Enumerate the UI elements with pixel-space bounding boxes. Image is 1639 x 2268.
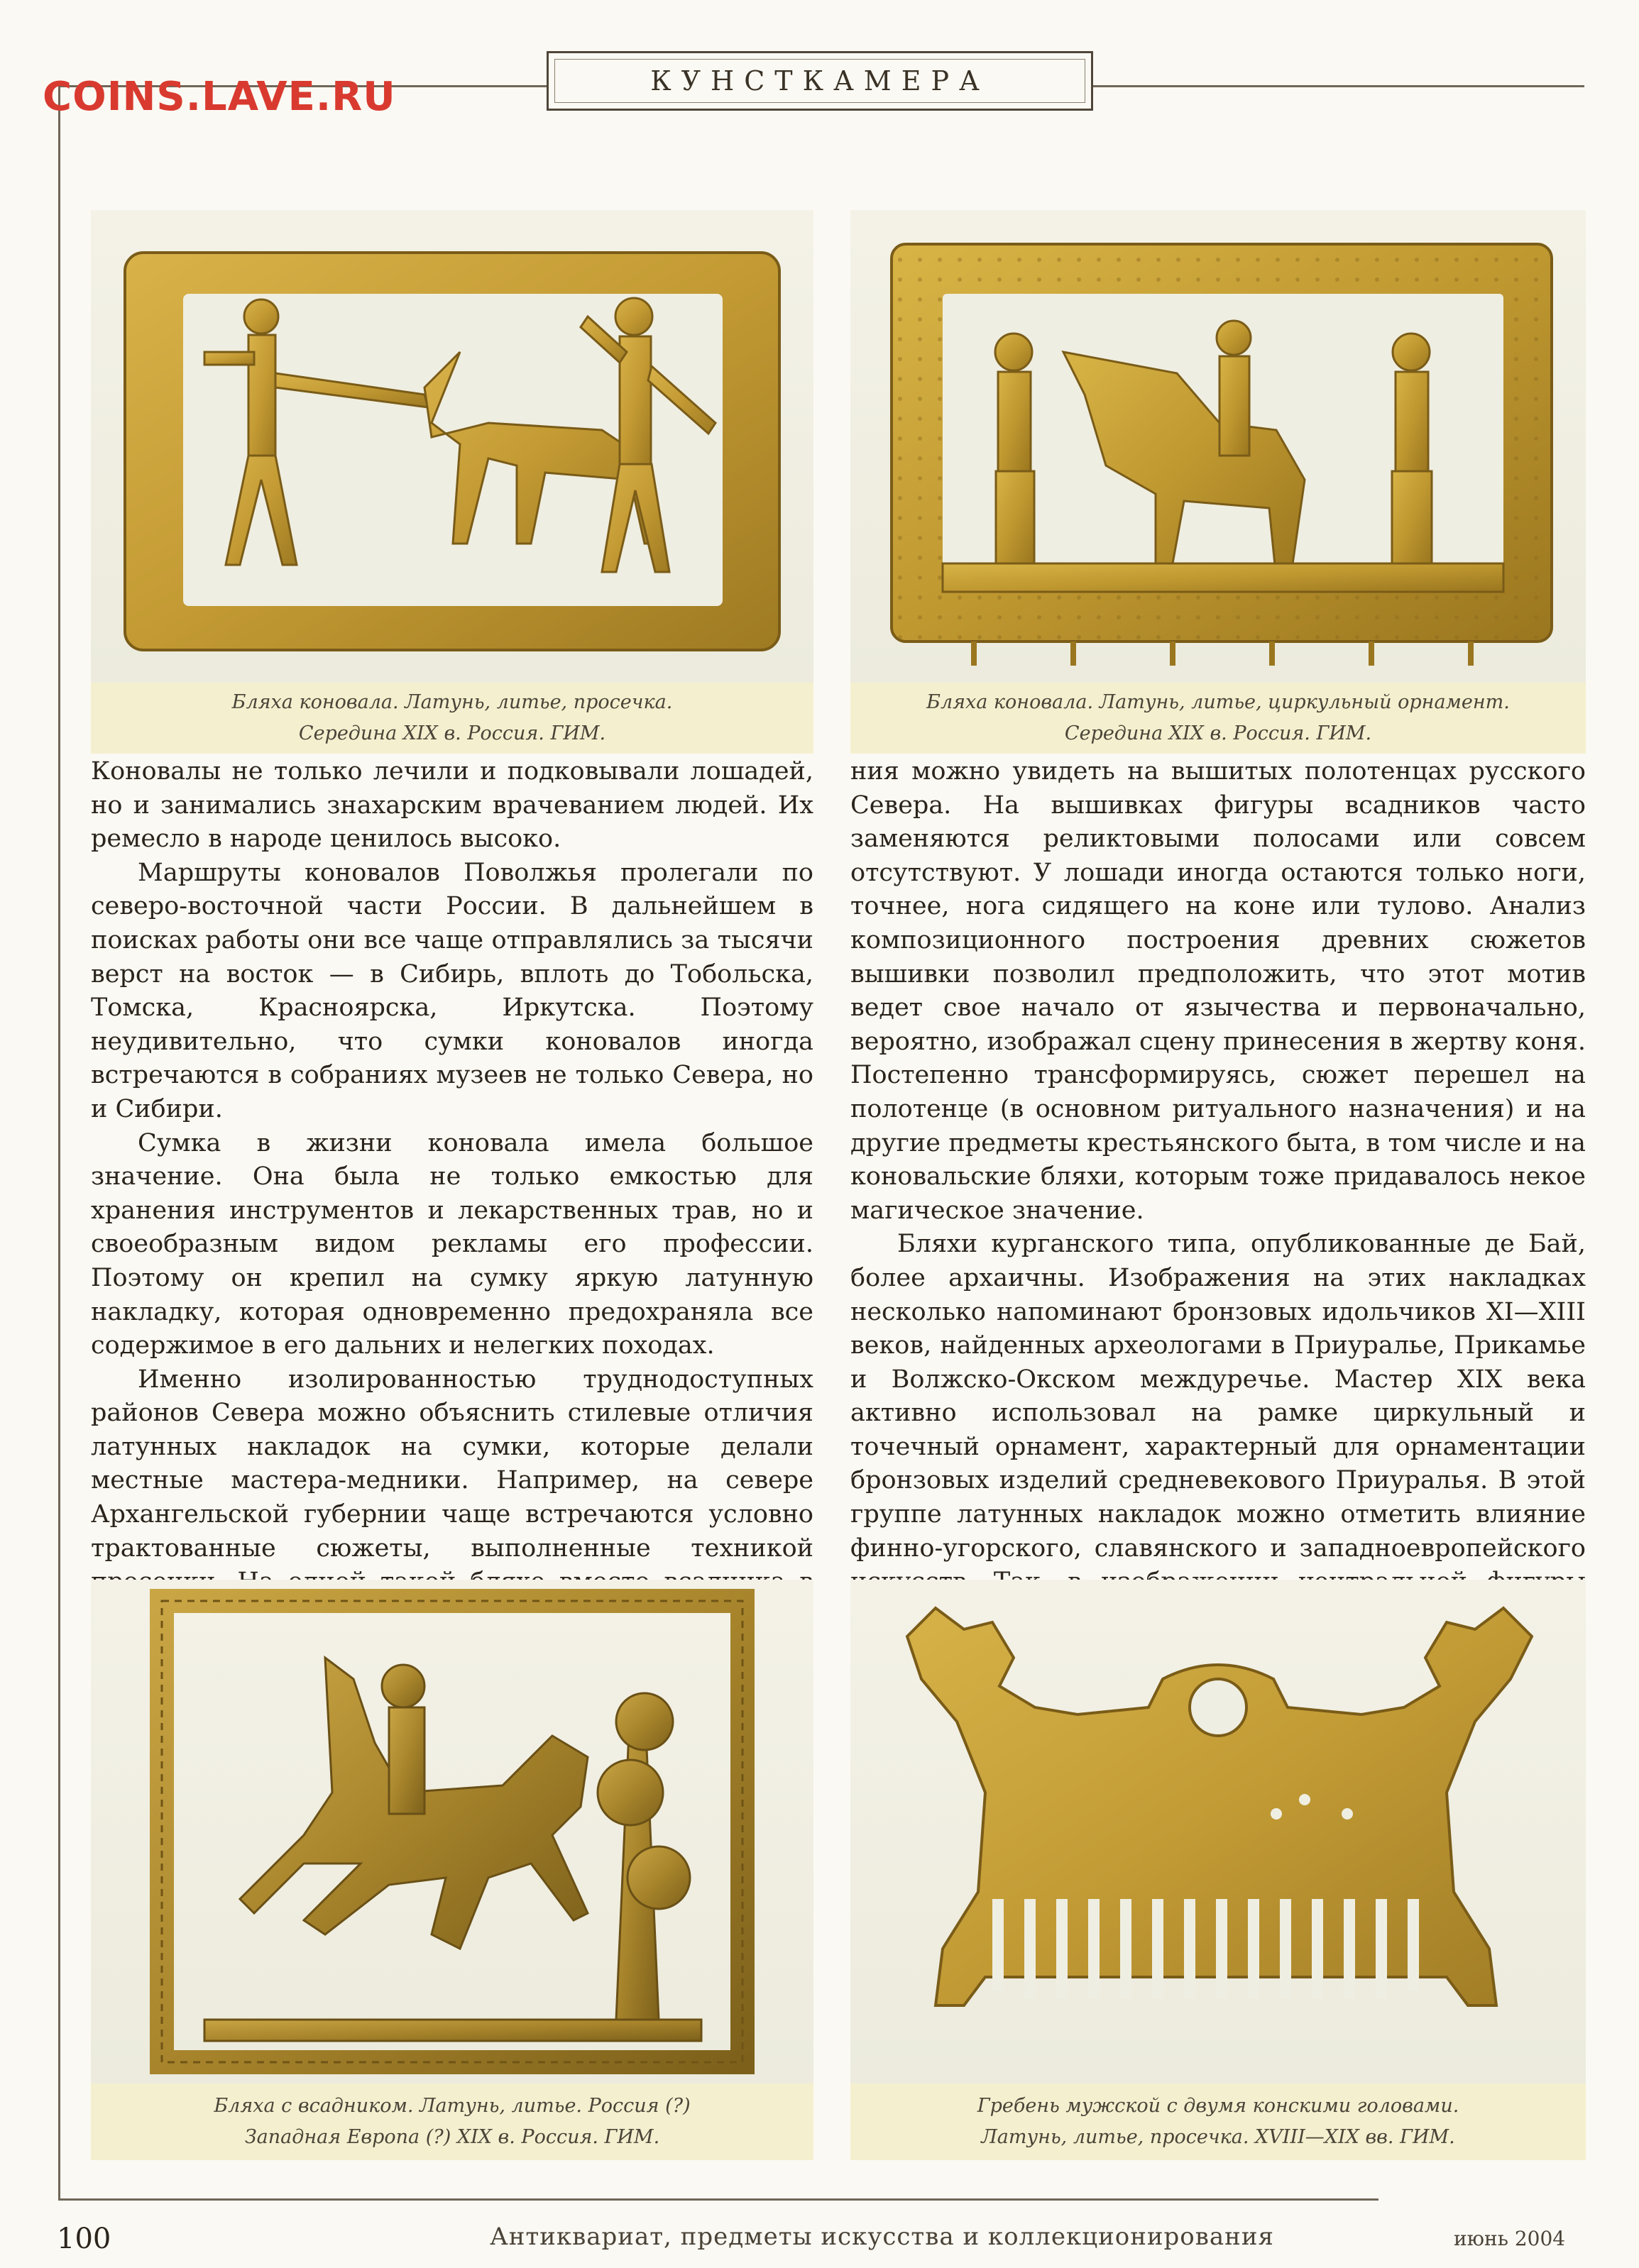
caption-line: Бляха коновала. Латунь, литье, циркульный орнамент. bbox=[926, 691, 1510, 713]
caption-top-left bbox=[91, 683, 813, 754]
paragraph: Сумка в жизни коновала имела большое значение. Она была не только емкостью для хранения инструментов и лекарственных трав, но и своеобразным видом рекламы его профессии. Поэтому он крепил на сумку яркую латунную накладку, которая одновременно предохраняла все содержимое в его дальних и нелегких походах. bbox=[91, 1128, 813, 1360]
paragraph: Именно изолированностью труднодоступных районов Севера можно объяснить стилевые отличия латунных накладок на сумки, которые делали местные мастера-медники. Например, на севере Архангельской губернии чаще встречаются условно трактованные сюжеты, выполненные техникой bbox=[91, 1365, 813, 1563]
paragraph: Бляхи курганского типа, опубликованные де Бай, более архаичны. Изображения на этих накладках несколько напоминают бронзовых идольчиков XI—XIII веков, найденных археологами в Приуралье, Прикамье и Волжско-Окском междуречье. Мастер XIX века активно использовал на рамке циркульный и точечный орнамент, характерный для орнаментации бронзовых изделий средневекового Приуралья. В этой группе латунных накладок можно отметить влияние финно-угорского, славянского и западноевропейского bbox=[850, 1230, 1586, 1563]
page-number: 100 bbox=[57, 2223, 111, 2255]
page-frame-left-rule bbox=[58, 85, 60, 2200]
caption-top-right bbox=[850, 683, 1586, 754]
caption-line: Бляха с всадником. Латунь, литье. Россия (?) bbox=[214, 2095, 691, 2117]
paragraph: Маршруты коновалов Поволжья пролегали по северо-восточной части России. В дальнейшем в поисках работы они все чаще отправлялись за тысячи верст на восток — в Сибирь, вплоть до Тобольска, Томска, Красноярска, Иркутска. Поэтому неудивительно, что сумки коновалов иногда встречаются в собраниях музеев не только Севера, но и Сибири. bbox=[91, 858, 813, 1123]
article-right-column bbox=[850, 755, 1586, 1667]
caption-bottom-left bbox=[91, 2083, 813, 2160]
paragraph: ния можно увидеть на вышитых полотенцах русского Севера. На вышивках фигуры всадников часто заменяются реликтовыми полосами или совсем отсутствуют. У лошади иногда остаются только ноги, точнее, нога сидящего на коне или тулово. Анализ композиционного построения древних сюжетов вышивки позволил предположить, что этот мотив ведет свое начало от язычества и первоначально, вероятно, изображал сцену принесения в жертву коня. Постепенно трансформируясь, сюжет перешел на полотенце (в основном ритуального назначения) и на другие предметы крестьянского быта, в том числе и на коновальские бляхи, которым тоже придавалось некое магическое значение. bbox=[850, 757, 1586, 1225]
caption-line: Бляха коновала. Латунь, литье, просечка. bbox=[231, 691, 673, 713]
section-header bbox=[547, 51, 1093, 111]
brass-plaque-rider-icon bbox=[91, 1580, 813, 2083]
brass-comb-icon bbox=[850, 1580, 1586, 2083]
article-left-column bbox=[91, 755, 813, 1667]
photo-comb-horse-heads bbox=[850, 1580, 1586, 2083]
photo-plaque-compass-ornament bbox=[850, 210, 1586, 683]
photo-plaque-cutout bbox=[91, 210, 813, 683]
watermark: COINS.LAVE.RU bbox=[43, 74, 396, 120]
magazine-title: Антиквариат, предметы искусства и коллекционирования bbox=[490, 2223, 1274, 2251]
caption-line: Латунь, литье, просечка. XVIII—XIX вв. ГИМ. bbox=[981, 2126, 1455, 2148]
page-frame-bottom-rule bbox=[58, 2198, 1378, 2201]
paragraph: Коновалы не только лечили и подковывали лошадей, но и занимались знахарским врачеванием людей. Их ремесло в народе ценилось высоко. bbox=[91, 757, 813, 854]
section-title: КУНСТКАМЕРА bbox=[650, 65, 990, 97]
brass-plaque-horse-figures-icon bbox=[91, 210, 813, 683]
caption-line: Середина XIX в. Россия. ГИМ. bbox=[1064, 722, 1372, 744]
brass-plaque-riders-icon bbox=[850, 210, 1586, 683]
photo-plaque-rider bbox=[91, 1580, 813, 2083]
issue-date: июнь 2004 bbox=[1454, 2227, 1566, 2250]
caption-bottom-right bbox=[850, 2083, 1586, 2160]
caption-line: Середина XIX в. Россия. ГИМ. bbox=[298, 722, 606, 744]
caption-line: Гребень мужской с двумя конскими головами. bbox=[977, 2095, 1459, 2117]
caption-line: Западная Европа (?) XIX в. Россия. ГИМ. bbox=[244, 2126, 660, 2148]
